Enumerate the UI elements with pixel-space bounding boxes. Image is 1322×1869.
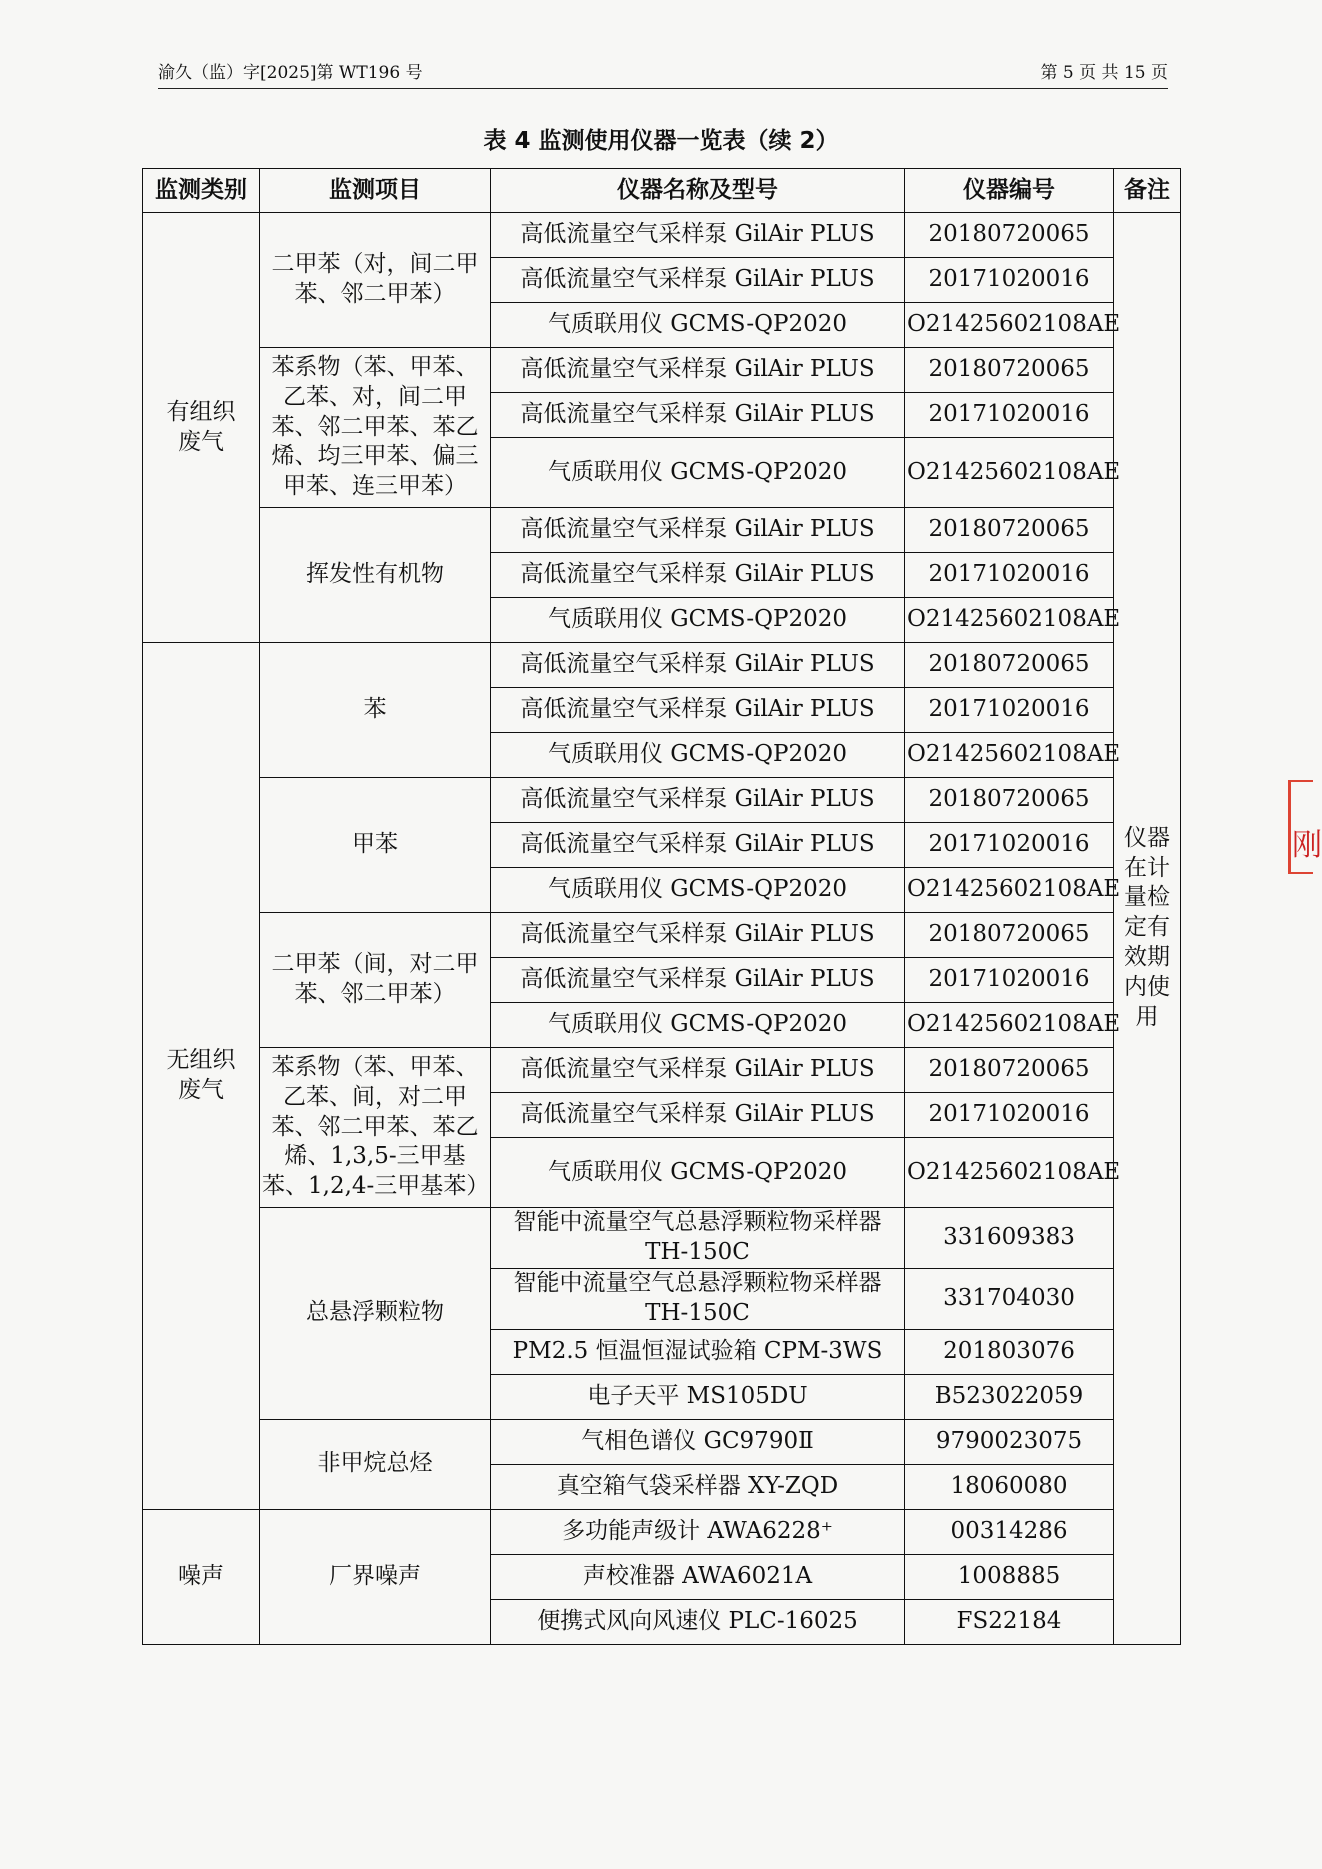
item-cell: 厂界噪声 [260,1509,491,1644]
instrument-model-cell: 高低流量空气采样泵 GilAir PLUS [491,643,905,688]
table-row [143,1419,1181,1464]
instrument-model-cell: 气质联用仪 GCMS-QP2020 [491,733,905,778]
column-header: 监测项目 [260,169,491,213]
instrument-serial-cell: O21425602108AE [905,598,1114,643]
instrument-model-cell: 气质联用仪 GCMS-QP2020 [491,598,905,643]
instrument-model-cell: 气质联用仪 GCMS-QP2020 [491,303,905,348]
column-header: 仪器编号 [905,169,1114,213]
instrument-model-cell: 高低流量空气采样泵 GilAir PLUS [491,823,905,868]
instrument-model-cell: 气质联用仪 GCMS-QP2020 [491,1138,905,1208]
table-row [143,1509,1181,1554]
instrument-model-cell: 智能中流量空气总悬浮颗粒物采样器 TH-150C [491,1268,905,1329]
instrument-serial-cell: 20171020016 [905,553,1114,598]
instrument-table [142,168,1181,1645]
instrument-serial-cell: 1008885 [905,1554,1114,1599]
instrument-serial-cell: 20171020016 [905,393,1114,438]
item-cell: 挥发性有机物 [260,508,491,643]
item-cell: 二甲苯（对，间二甲苯、邻二甲苯） [260,213,491,348]
item-cell: 二甲苯（间，对二甲苯、邻二甲苯） [260,913,491,1048]
column-header: 备注 [1114,169,1181,213]
item-cell: 总悬浮颗粒物 [260,1208,491,1420]
table-row [143,508,1181,553]
instrument-model-cell: 高低流量空气采样泵 GilAir PLUS [491,958,905,1003]
instrument-model-cell: 高低流量空气采样泵 GilAir PLUS [491,688,905,733]
instrument-model-cell: 高低流量空气采样泵 GilAir PLUS [491,1048,905,1093]
instrument-serial-cell: 20180720065 [905,913,1114,958]
instrument-serial-cell: 20180720065 [905,348,1114,393]
instrument-serial-cell: B523022059 [905,1374,1114,1419]
item-cell: 甲苯 [260,778,491,913]
instrument-model-cell: 电子天平 MS105DU [491,1374,905,1419]
table-row [143,913,1181,958]
instrument-model-cell: 便携式风向风速仪 PLC-16025 [491,1599,905,1644]
instrument-serial-cell: 20180720065 [905,508,1114,553]
item-cell: 苯系物（苯、甲苯、乙苯、对，间二甲苯、邻二甲苯、苯乙烯、均三甲苯、偏三甲苯、连三甲苯） [260,348,491,508]
instrument-serial-cell: 331609383 [905,1208,1114,1269]
instrument-serial-cell: 20171020016 [905,258,1114,303]
instrument-serial-cell: FS22184 [905,1599,1114,1644]
table-body [143,213,1181,1645]
instrument-serial-cell: O21425602108AE [905,733,1114,778]
instrument-serial-cell: O21425602108AE [905,868,1114,913]
instrument-model-cell: 高低流量空气采样泵 GilAir PLUS [491,393,905,438]
instrument-serial-cell: 20180720065 [905,1048,1114,1093]
instrument-model-cell: 气质联用仪 GCMS-QP2020 [491,438,905,508]
seal-text: 刚 [1292,828,1322,863]
instrument-serial-cell: 20180720065 [905,213,1114,258]
instrument-model-cell: 真空箱气袋采样器 XY-ZQD [491,1464,905,1509]
instrument-model-cell: 高低流量空气采样泵 GilAir PLUS [491,213,905,258]
table-row [143,348,1181,393]
page-header [158,58,1168,89]
column-header: 仪器名称及型号 [491,169,905,213]
instrument-serial-cell: O21425602108AE [905,438,1114,508]
instrument-model-cell: 高低流量空气采样泵 GilAir PLUS [491,258,905,303]
instrument-model-cell: 声校准器 AWA6021A [491,1554,905,1599]
page-number: 第 5 页 共 15 页 [1040,63,1168,83]
category-cell: 有组织废气 [143,213,260,643]
instrument-serial-cell: 20180720065 [905,778,1114,823]
document-number: 渝久（监）字[2025]第 WT196 号 [158,63,423,83]
category-cell: 噪声 [143,1509,260,1644]
column-header: 监测类别 [143,169,260,213]
item-cell: 苯 [260,643,491,778]
instrument-serial-cell: O21425602108AE [905,1003,1114,1048]
instrument-serial-cell: 331704030 [905,1268,1114,1329]
remark-cell: 仪器在计量检定有效期内使用 [1114,213,1181,1645]
instrument-serial-cell: 201803076 [905,1329,1114,1374]
instrument-serial-cell: 20171020016 [905,688,1114,733]
instrument-model-cell: 气相色谱仪 GC9790Ⅱ [491,1419,905,1464]
item-cell: 非甲烷总烃 [260,1419,491,1509]
table-row [143,778,1181,823]
table-header-row [143,169,1181,213]
instrument-serial-cell: 20171020016 [905,823,1114,868]
table-row [143,1048,1181,1093]
instrument-model-cell: PM2.5 恒温恒湿试验箱 CPM-3WS [491,1329,905,1374]
table-row [143,213,1181,258]
instrument-serial-cell: 00314286 [905,1509,1114,1554]
instrument-model-cell: 高低流量空气采样泵 GilAir PLUS [491,778,905,823]
instrument-model-cell: 气质联用仪 GCMS-QP2020 [491,868,905,913]
instrument-serial-cell: 20171020016 [905,1093,1114,1138]
instrument-serial-cell: 9790023075 [905,1419,1114,1464]
instrument-model-cell: 高低流量空气采样泵 GilAir PLUS [491,553,905,598]
category-cell: 无组织废气 [143,643,260,1510]
instrument-model-cell: 高低流量空气采样泵 GilAir PLUS [491,1093,905,1138]
instrument-serial-cell: 18060080 [905,1464,1114,1509]
instrument-serial-cell: 20171020016 [905,958,1114,1003]
instrument-model-cell: 多功能声级计 AWA6228⁺ [491,1509,905,1554]
instrument-model-cell: 气质联用仪 GCMS-QP2020 [491,1003,905,1048]
table-caption: 表 4 监测使用仪器一览表（续 2） [483,128,839,154]
instrument-serial-cell: O21425602108AE [905,303,1114,348]
instrument-model-cell: 智能中流量空气总悬浮颗粒物采样器 TH-150C [491,1208,905,1269]
instrument-model-cell: 高低流量空气采样泵 GilAir PLUS [491,508,905,553]
table-row [143,1208,1181,1269]
instrument-serial-cell: O21425602108AE [905,1138,1114,1208]
instrument-model-cell: 高低流量空气采样泵 GilAir PLUS [491,913,905,958]
instrument-model-cell: 高低流量空气采样泵 GilAir PLUS [491,348,905,393]
instrument-serial-cell: 20180720065 [905,643,1114,688]
item-cell: 苯系物（苯、甲苯、乙苯、间，对二甲苯、邻二甲苯、苯乙烯、1,3,5-三甲基苯、1,2,4-三甲基苯） [260,1048,491,1208]
table-row [143,643,1181,688]
